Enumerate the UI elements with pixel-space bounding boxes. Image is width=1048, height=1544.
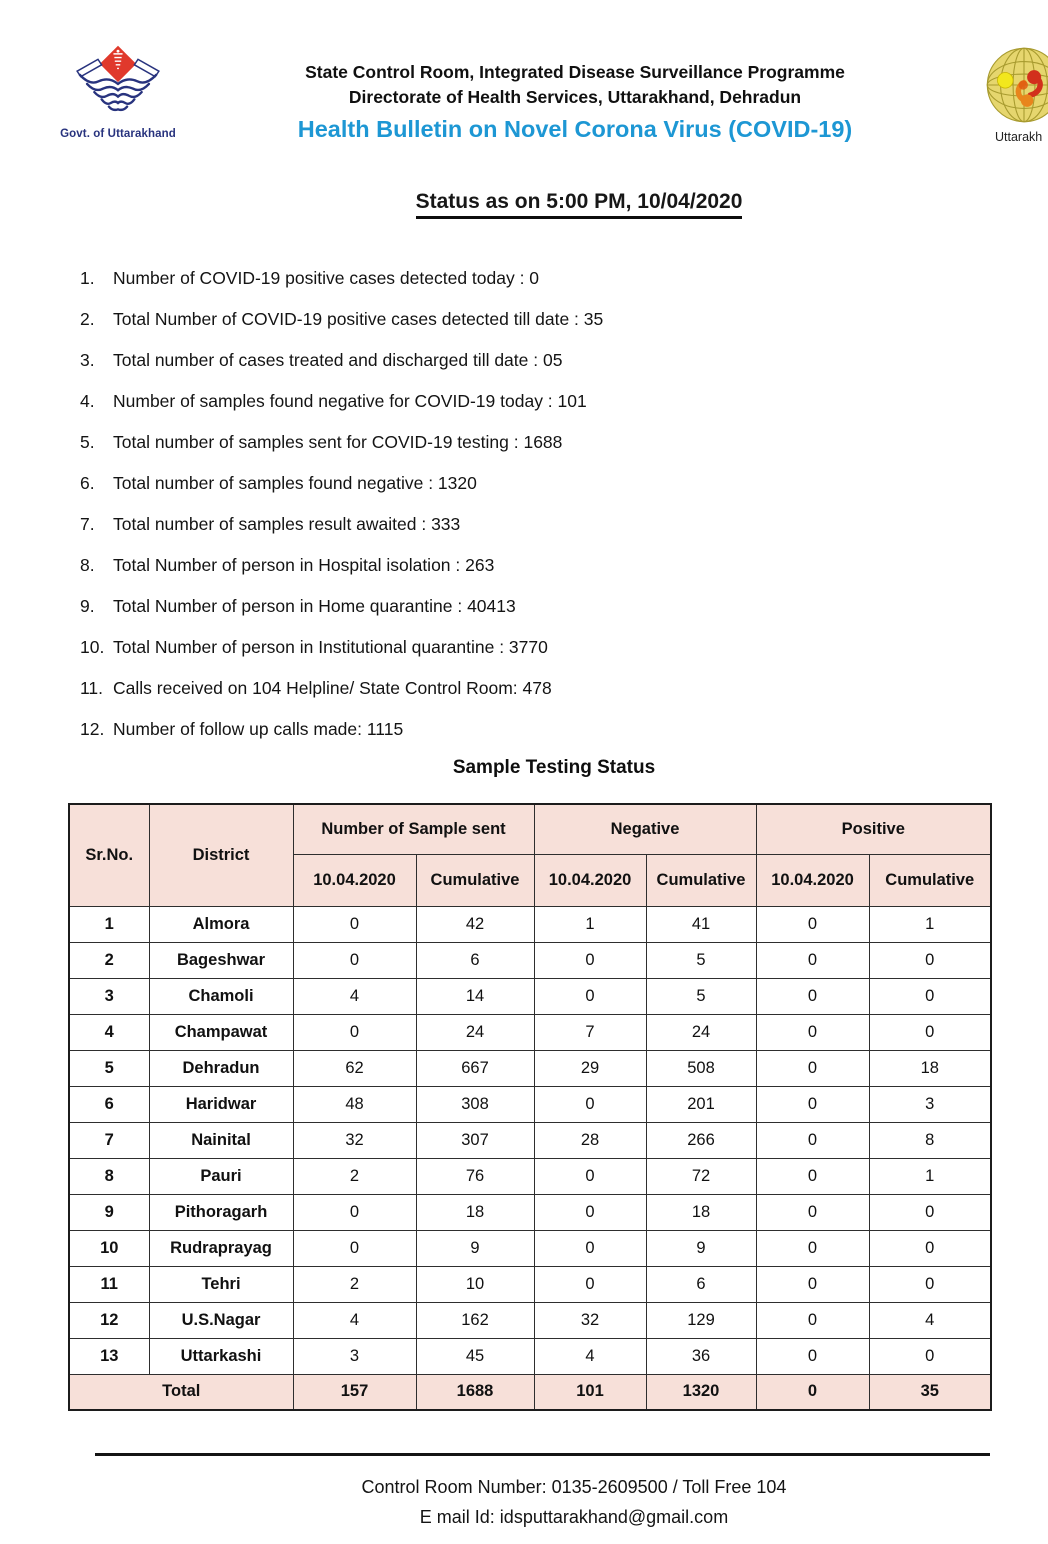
- district-cell: Nainital: [149, 1122, 293, 1158]
- value-cell: 62: [293, 1050, 416, 1086]
- col-header-cumulative: Cumulative: [869, 854, 991, 906]
- district-cell: Pauri: [149, 1158, 293, 1194]
- table-total-row: [69, 1374, 991, 1410]
- value-cell: 42: [416, 906, 534, 942]
- value-cell: 18: [869, 1050, 991, 1086]
- value-cell: 32: [293, 1122, 416, 1158]
- sr-cell: 13: [69, 1338, 149, 1374]
- sr-cell: 7: [69, 1122, 149, 1158]
- sample-testing-table: [68, 803, 992, 1411]
- summary-item: [80, 389, 820, 413]
- value-cell: 24: [646, 1014, 756, 1050]
- status-heading: Status as on 5:00 PM, 10/04/2020: [416, 190, 743, 219]
- sr-cell: 3: [69, 978, 149, 1014]
- col-header-srno: Sr.No.: [69, 804, 149, 906]
- right-logo-caption: Uttarakh: [995, 130, 1043, 144]
- table-title: Sample Testing Status: [452, 757, 656, 778]
- district-cell: Pithoragarh: [149, 1194, 293, 1230]
- value-cell: 0: [756, 1050, 869, 1086]
- summary-item-number: 7.: [80, 514, 95, 534]
- value-cell: 0: [869, 1194, 991, 1230]
- value-cell: 0: [534, 1230, 646, 1266]
- value-cell: 307: [416, 1122, 534, 1158]
- summary-item-text: Number of COVID-19 positive cases detected today : 0: [113, 268, 540, 288]
- value-cell: 0: [293, 942, 416, 978]
- value-cell: 5: [646, 978, 756, 1014]
- value-cell: 162: [416, 1302, 534, 1338]
- value-cell: 0: [756, 1266, 869, 1302]
- value-cell: 4: [293, 978, 416, 1014]
- value-cell: 29: [534, 1050, 646, 1086]
- value-cell: 0: [534, 1086, 646, 1122]
- summary-item-text: Number of samples found negative for COVID-19 today : 101: [113, 391, 587, 411]
- table-row: [69, 1338, 991, 1374]
- value-cell: 508: [646, 1050, 756, 1086]
- value-cell: 3: [293, 1338, 416, 1374]
- summary-item-text: Total Number of person in Institutional quarantine : 3770: [113, 637, 548, 657]
- summary-item: [80, 553, 820, 577]
- value-cell: 1: [869, 1158, 991, 1194]
- value-cell: 0: [293, 1194, 416, 1230]
- value-cell: 36: [646, 1338, 756, 1374]
- govt-uttarakhand-logo: [60, 44, 176, 140]
- col-group-negative: Negative: [534, 804, 756, 854]
- sr-cell: 8: [69, 1158, 149, 1194]
- district-cell: Rudraprayag: [149, 1230, 293, 1266]
- summary-item-text: Total number of samples sent for COVID-19 testing : 1688: [113, 432, 563, 452]
- summary-list: [80, 266, 820, 758]
- value-cell: 0: [293, 1014, 416, 1050]
- table-row: [69, 1158, 991, 1194]
- summary-item-number: 2.: [80, 309, 95, 329]
- value-cell: 24: [416, 1014, 534, 1050]
- col-header-date: 10.04.2020: [756, 854, 869, 906]
- value-cell: 9: [646, 1230, 756, 1266]
- summary-item-text: Total number of samples result awaited : 333: [113, 514, 461, 534]
- control-room-number: Control Room Number: 0135-2609500 / Toll Free 104: [361, 1477, 787, 1497]
- col-header-cumulative: Cumulative: [646, 854, 756, 906]
- value-cell: 0: [756, 1338, 869, 1374]
- sr-cell: 5: [69, 1050, 149, 1086]
- total-value-cell: 157: [293, 1374, 416, 1410]
- value-cell: 0: [756, 1014, 869, 1050]
- value-cell: 6: [646, 1266, 756, 1302]
- col-group-positive: Positive: [756, 804, 991, 854]
- value-cell: 45: [416, 1338, 534, 1374]
- total-value-cell: 1688: [416, 1374, 534, 1410]
- district-cell: Bageshwar: [149, 942, 293, 978]
- value-cell: 0: [293, 1230, 416, 1266]
- value-cell: 0: [869, 1230, 991, 1266]
- col-header-cumulative: Cumulative: [416, 854, 534, 906]
- value-cell: 4: [869, 1302, 991, 1338]
- summary-item-number: 8.: [80, 555, 95, 575]
- value-cell: 0: [869, 1014, 991, 1050]
- value-cell: 72: [646, 1158, 756, 1194]
- district-cell: U.S.Nagar: [149, 1302, 293, 1338]
- value-cell: 3: [869, 1086, 991, 1122]
- value-cell: 667: [416, 1050, 534, 1086]
- table-row: [69, 1050, 991, 1086]
- sr-cell: 10: [69, 1230, 149, 1266]
- value-cell: 18: [416, 1194, 534, 1230]
- value-cell: 0: [534, 1194, 646, 1230]
- value-cell: 0: [756, 942, 869, 978]
- health-globe-icon: [985, 46, 1048, 124]
- email-id: E mail Id: idsputtarakhand@gmail.com: [419, 1507, 729, 1527]
- summary-item-text: Total number of cases treated and discharged till date : 05: [113, 350, 563, 370]
- col-header-district: District: [149, 804, 293, 906]
- value-cell: 8: [869, 1122, 991, 1158]
- value-cell: 4: [534, 1338, 646, 1374]
- org-line-2: Directorate of Health Services, Uttarakhand, Dehradun: [348, 87, 802, 107]
- value-cell: 129: [646, 1302, 756, 1338]
- summary-item-number: 11.: [80, 678, 104, 698]
- value-cell: 0: [756, 1230, 869, 1266]
- value-cell: 308: [416, 1086, 534, 1122]
- table-row: [69, 1086, 991, 1122]
- district-cell: Almora: [149, 906, 293, 942]
- summary-item: [80, 348, 820, 372]
- table-row: [69, 1266, 991, 1302]
- col-header-date: 10.04.2020: [293, 854, 416, 906]
- summary-item: [80, 717, 820, 741]
- summary-item-number: 9.: [80, 596, 95, 616]
- value-cell: 5: [646, 942, 756, 978]
- table-row: [69, 942, 991, 978]
- value-cell: 266: [646, 1122, 756, 1158]
- total-value-cell: 35: [869, 1374, 991, 1410]
- district-cell: Haridwar: [149, 1086, 293, 1122]
- summary-item: [80, 471, 820, 495]
- summary-item: [80, 635, 820, 659]
- document-footer: [100, 1472, 1048, 1532]
- total-label: Total: [69, 1374, 293, 1410]
- value-cell: 0: [293, 906, 416, 942]
- footer-divider: [95, 1453, 990, 1456]
- value-cell: 0: [869, 942, 991, 978]
- district-cell: Uttarkashi: [149, 1338, 293, 1374]
- value-cell: 10: [416, 1266, 534, 1302]
- col-header-date: 10.04.2020: [534, 854, 646, 906]
- total-value-cell: 101: [534, 1374, 646, 1410]
- summary-item: [80, 430, 820, 454]
- summary-item: [80, 307, 820, 331]
- table-header: [69, 804, 991, 906]
- value-cell: 76: [416, 1158, 534, 1194]
- summary-item-number: 10.: [80, 637, 105, 657]
- total-value-cell: 0: [756, 1374, 869, 1410]
- value-cell: 4: [293, 1302, 416, 1338]
- value-cell: 0: [756, 1086, 869, 1122]
- table-row: [69, 1122, 991, 1158]
- table-row: [69, 1302, 991, 1338]
- table-row: [69, 978, 991, 1014]
- value-cell: 41: [646, 906, 756, 942]
- org-line-1: State Control Room, Integrated Disease Surveillance Programme: [305, 62, 845, 82]
- summary-item: [80, 266, 820, 290]
- summary-item-number: 3.: [80, 350, 95, 370]
- summary-item-number: 4.: [80, 391, 95, 411]
- value-cell: 0: [869, 978, 991, 1014]
- value-cell: 0: [869, 1266, 991, 1302]
- district-cell: Dehradun: [149, 1050, 293, 1086]
- district-cell: Champawat: [149, 1014, 293, 1050]
- sr-cell: 6: [69, 1086, 149, 1122]
- summary-item-text: Calls received on 104 Helpline/ State Control Room: 478: [113, 678, 552, 698]
- value-cell: 9: [416, 1230, 534, 1266]
- summary-item: [80, 676, 820, 700]
- bulletin-title: Health Bulletin on Novel Corona Virus (COVID-19): [297, 116, 853, 142]
- value-cell: 0: [534, 978, 646, 1014]
- value-cell: 0: [756, 1302, 869, 1338]
- document-header: [180, 60, 970, 144]
- table-row: [69, 1230, 991, 1266]
- value-cell: 0: [756, 1194, 869, 1230]
- sr-cell: 9: [69, 1194, 149, 1230]
- value-cell: 0: [756, 978, 869, 1014]
- summary-item: [80, 594, 820, 618]
- district-cell: Chamoli: [149, 978, 293, 1014]
- sr-cell: 11: [69, 1266, 149, 1302]
- value-cell: 201: [646, 1086, 756, 1122]
- summary-item-text: Total Number of person in Hospital isolation : 263: [113, 555, 495, 575]
- summary-item-number: 1.: [80, 268, 95, 288]
- summary-item-number: 5.: [80, 432, 95, 452]
- summary-item-number: 6.: [80, 473, 95, 493]
- govt-uttarakhand-emblem-icon: [68, 44, 168, 122]
- sr-cell: 12: [69, 1302, 149, 1338]
- table-row: [69, 1194, 991, 1230]
- status-heading-wrap: [110, 190, 1048, 219]
- value-cell: 28: [534, 1122, 646, 1158]
- summary-item-text: Total Number of person in Home quarantine : 40413: [113, 596, 516, 616]
- sr-cell: 1: [69, 906, 149, 942]
- uttarakhand-health-logo: [985, 46, 1048, 144]
- sr-cell: 2: [69, 942, 149, 978]
- total-value-cell: 1320: [646, 1374, 756, 1410]
- summary-item-number: 12.: [80, 719, 105, 739]
- value-cell: 0: [534, 942, 646, 978]
- value-cell: 1: [869, 906, 991, 942]
- value-cell: 48: [293, 1086, 416, 1122]
- district-cell: Tehri: [149, 1266, 293, 1302]
- table-row: [69, 906, 991, 942]
- value-cell: 0: [756, 1122, 869, 1158]
- col-group-sample-sent: Number of Sample sent: [293, 804, 534, 854]
- value-cell: 0: [534, 1158, 646, 1194]
- table-row: [69, 1014, 991, 1050]
- value-cell: 0: [756, 906, 869, 942]
- value-cell: 7: [534, 1014, 646, 1050]
- summary-item-text: Total number of samples found negative : 1320: [113, 473, 477, 493]
- value-cell: 2: [293, 1266, 416, 1302]
- value-cell: 1: [534, 906, 646, 942]
- summary-item-text: Number of follow up calls made: 1115: [113, 719, 404, 739]
- value-cell: 18: [646, 1194, 756, 1230]
- summary-item-text: Total Number of COVID-19 positive cases detected till date : 35: [113, 309, 604, 329]
- summary-item: [80, 512, 820, 536]
- table-body: [69, 906, 991, 1410]
- value-cell: 6: [416, 942, 534, 978]
- value-cell: 32: [534, 1302, 646, 1338]
- value-cell: 0: [534, 1266, 646, 1302]
- value-cell: 0: [756, 1158, 869, 1194]
- sr-cell: 4: [69, 1014, 149, 1050]
- value-cell: 0: [869, 1338, 991, 1374]
- value-cell: 14: [416, 978, 534, 1014]
- left-logo-caption: Govt. of Uttarakhand: [60, 128, 176, 140]
- value-cell: 2: [293, 1158, 416, 1194]
